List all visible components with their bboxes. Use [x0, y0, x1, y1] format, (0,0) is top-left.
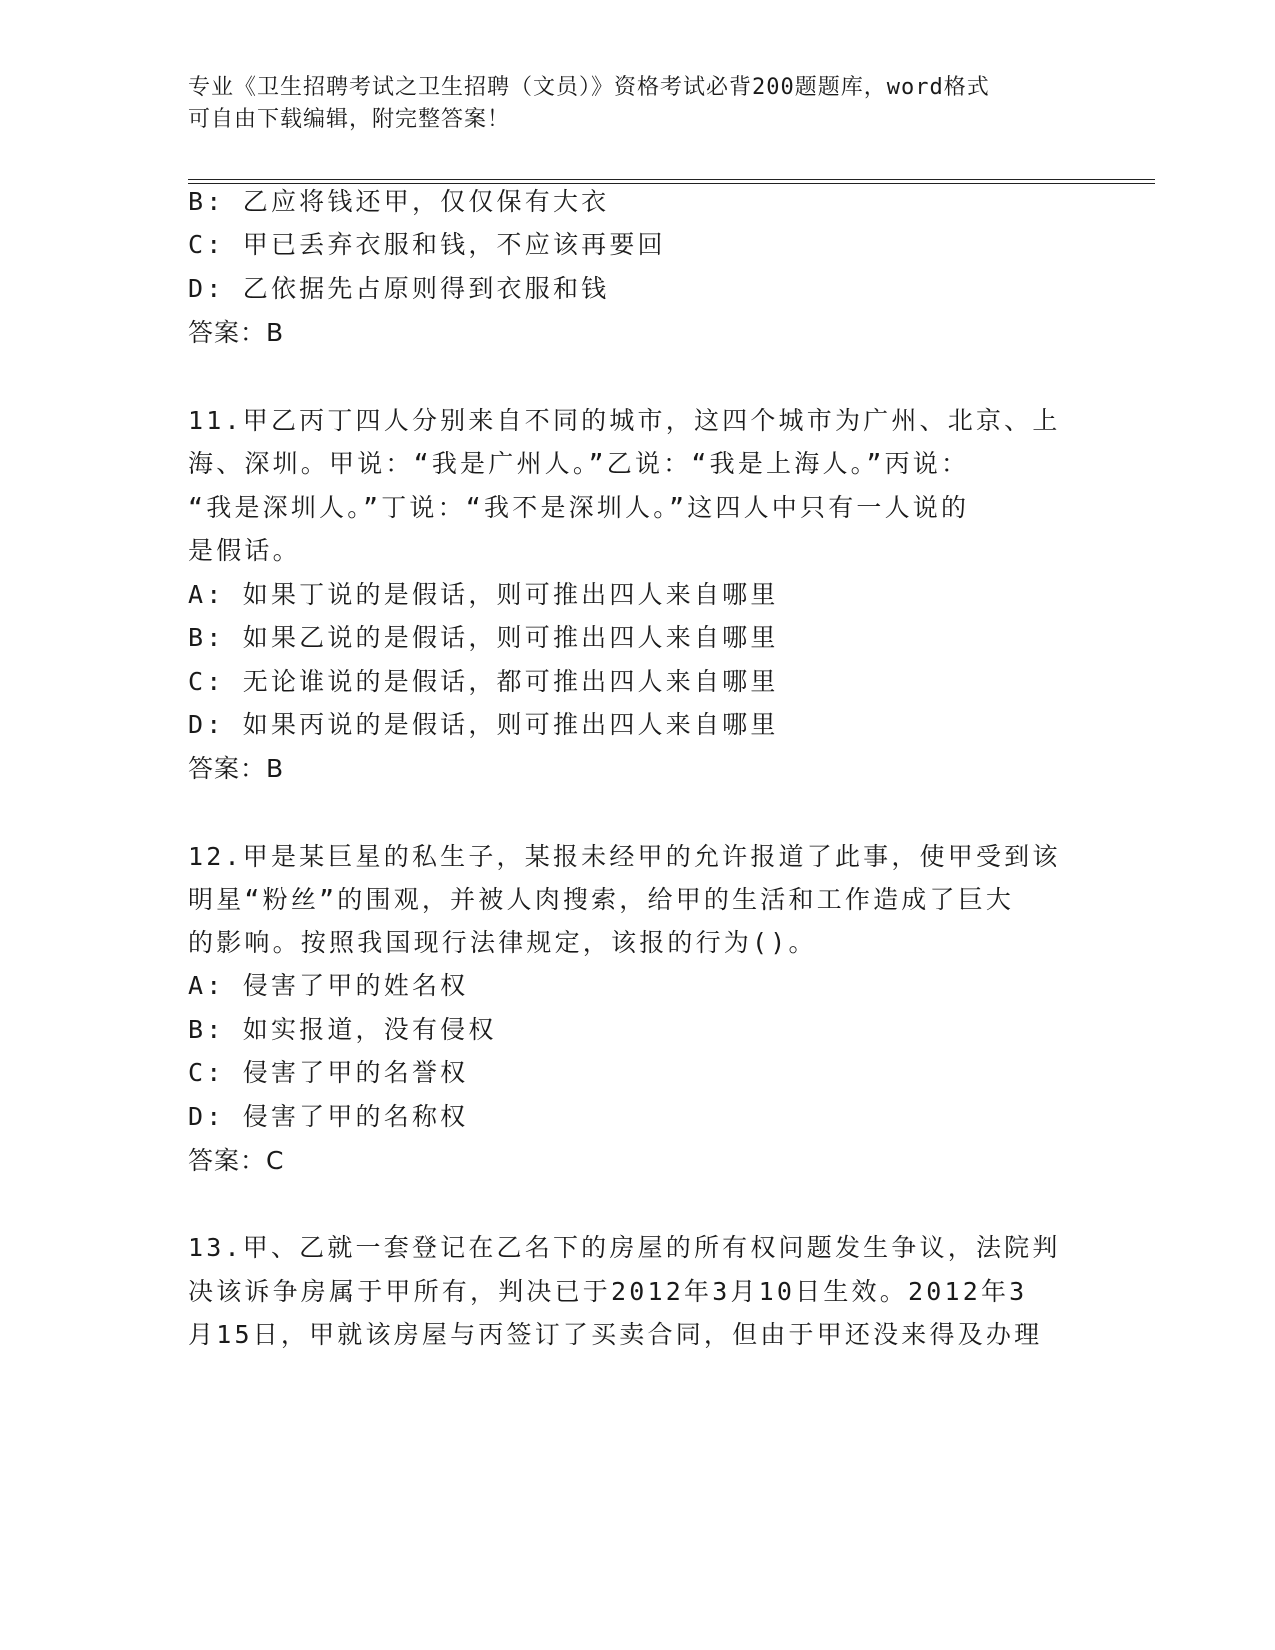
q11-stem-line-2: 海、深圳。甲说：“我是广州人。”乙说：“我是上海人。”丙说：: [188, 449, 970, 478]
q10-option-c: C: 甲已丢弃衣服和钱，不应该再要回: [188, 230, 666, 259]
q12-stem-line-3: 的影响。按照我国现行法律规定，该报的行为()。: [188, 928, 817, 957]
q11-stem-line-1: 11.甲乙丙丁四人分别来自不同的城市，这四个城市为广州、北京、上: [188, 406, 1061, 435]
q11-option-b: B: 如果乙说的是假话，则可推出四人来自哪里: [188, 623, 779, 652]
q12-option-c: C: 侵害了甲的名誉权: [188, 1058, 469, 1087]
header-divider-bottom: [188, 183, 1155, 184]
q13-stem-line-1: 13.甲、乙就一套登记在乙名下的房屋的所有权问题发生争议，法院判: [188, 1233, 1061, 1262]
q12-stem-line-2: 明星“粉丝”的围观，并被人肉搜索，给甲的生活和工作造成了巨大: [188, 885, 1015, 914]
q10-answer: 答案：B: [188, 318, 285, 347]
header-divider-top: [188, 179, 1155, 180]
q13-stem-line-2: 决该诉争房属于甲所有，判决已于2012年3月10日生效。2012年3: [188, 1277, 1028, 1306]
q11-stem-line-4: 是假话。: [188, 536, 301, 565]
q12-option-d: D: 侵害了甲的名称权: [188, 1102, 469, 1131]
q11-option-a: A: 如果丁说的是假话，则可推出四人来自哪里: [188, 580, 779, 609]
q13-stem-line-3: 月15日，甲就该房屋与丙签订了买卖合同，但由于甲还没来得及办理: [188, 1320, 1043, 1349]
q12-stem-line-1: 12.甲是某巨星的私生子，某报未经甲的允许报道了此事，使甲受到该: [188, 842, 1061, 871]
q11-option-c: C: 无论谁说的是假话，都可推出四人来自哪里: [188, 667, 779, 696]
q12-option-b: B: 如实报道，没有侵权: [188, 1015, 497, 1044]
q11-stem-line-3: “我是深圳人。”丁说：“我不是深圳人。”这四人中只有一人说的: [188, 493, 970, 522]
header-line-2: 可自由下载编辑，附完整答案！: [188, 107, 511, 132]
q10-option-d: D: 乙依据先占原则得到衣服和钱: [188, 274, 610, 303]
document-header: [188, 72, 1088, 136]
q11-option-d: D: 如果丙说的是假话，则可推出四人来自哪里: [188, 710, 779, 739]
q11-answer: 答案：B: [188, 754, 285, 783]
q10-option-b: B: 乙应将钱还甲，仅仅保有大衣: [188, 187, 610, 216]
q12-option-a: A: 侵害了甲的姓名权: [188, 971, 469, 1000]
header-line-1: 专业《卫生招聘考试之卫生招聘（文员）》资格考试必背200题题库，word格式: [188, 75, 990, 100]
q12-answer: 答案：C: [188, 1146, 285, 1175]
